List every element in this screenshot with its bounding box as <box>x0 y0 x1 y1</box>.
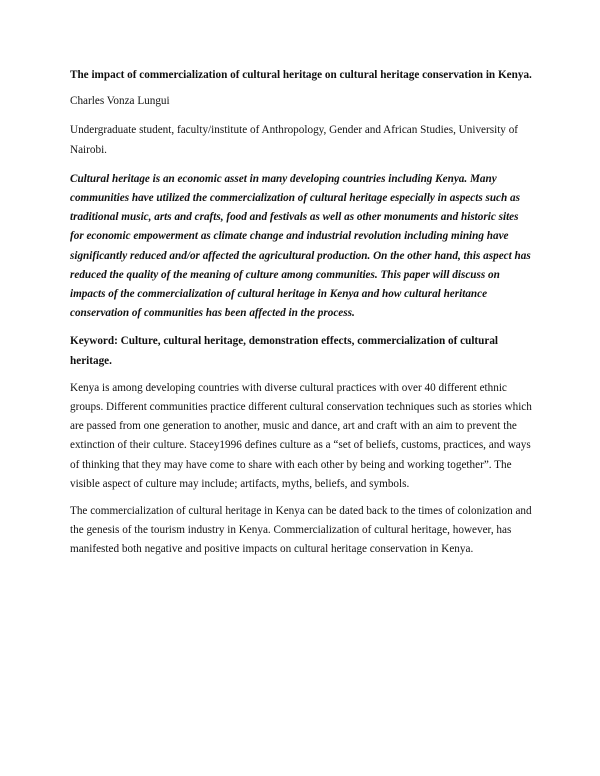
body-paragraph-2: The commercialization of cultural heritage in Kenya can be dated back to the times of colonization and the genesis of the tourism industry in Kenya. Commercialization of cultural heritage, however, has manifested both negative and positive impacts on cultural heritage conservation in Kenya. <box>70 505 532 556</box>
abstract: Cultural heritage is an economic asset in many developing countries including Kenya. Many communities have utilized the commercialization of cultural heritage especially in aspects such as traditional music, arts and crafts, food and festivals as well as other monuments and historic sites for economic empowerment as climate change and industrial revolution including mining have significantly reduced and/or affected the agricultural production. On the other hand, this aspect has reduced the quality of the meaning of culture among communities. This paper will discuss on impacts of the commercialization of cultural heritage in Kenya and how cultural heritance conservation of communities has been affected in the process. <box>70 172 531 320</box>
keywords: Keyword: Culture, cultural heritage, demonstration effects, commercialization of cultural heritage. <box>70 335 499 367</box>
page-content <box>70 66 532 568</box>
author-affiliation: Undergraduate student, faculty/institute of Anthropology, Gender and African Studies, University of Nairobi. <box>70 124 519 156</box>
paper-title: The impact of commercialization of cultural heritage on cultural heritage conservation in Kenya. <box>70 69 532 81</box>
author-name: Charles Vonza Lungui <box>70 95 170 108</box>
body-paragraph-1: Kenya is among developing countries with diverse cultural practices with over 40 different ethnic groups. Different communities practice different cultural conservation techniques such as stories which are passed from one generation to another, music and dance, art and craft with an aim to prevent the extinction of their culture. Stacey1996 defines culture as a “set of beliefs, customs, practices, and ways of thinking that they may have come to share with each other by being and working together”. The visible aspect of culture may include; artifacts, myths, beliefs, and symbols. <box>70 381 532 490</box>
